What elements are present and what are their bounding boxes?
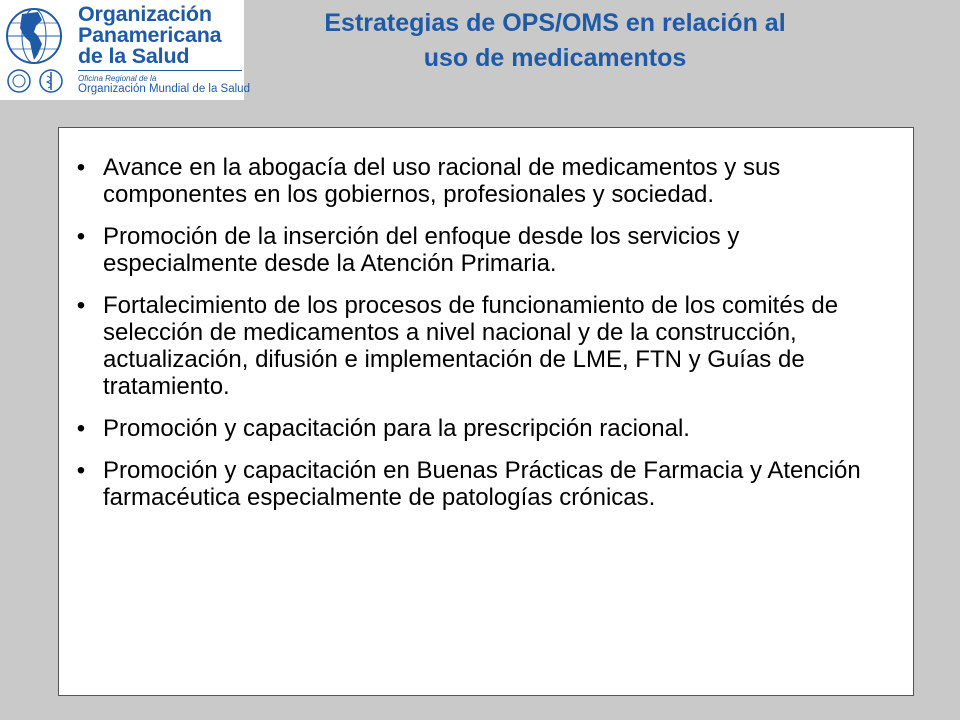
who-name-text: Organización Mundial de la Salud (78, 83, 250, 95)
bullet-icon: • (76, 154, 86, 181)
org-name-line3: de la Salud (78, 44, 190, 68)
who-emblems-icon (6, 68, 70, 94)
bullet-text: Avance en la abogacía del uso racional de medicamentos y sus componentes en los gobiernos, profesionales y sociedad. (103, 154, 781, 208)
globe-icon (4, 6, 64, 66)
bullet-item (59, 223, 913, 277)
logo-divider (78, 70, 242, 71)
bullet-text: Promoción de la inserción del enfoque desde los servicios y especialmente desde la Atención Primaria. (103, 223, 740, 277)
bullet-item (59, 457, 913, 511)
slide-title (250, 6, 860, 76)
org-name-line2: Panamericana (78, 23, 222, 47)
bullet-text: Promoción y capacitación para la prescripción racional. (103, 415, 690, 442)
regional-office-text: Oficina Regional de la (78, 74, 157, 83)
bullet-text: Fortalecimiento de los procesos de funcionamiento de los comités de selección de medicamentos a nivel nacional y de la construcción, actualización, difusión e implementación de LME, FTN y Guías de tratamiento. (103, 292, 839, 400)
bullet-icon: • (76, 457, 86, 484)
bullet-icon: • (76, 415, 86, 442)
bullet-item (59, 415, 913, 442)
bullet-text: Promoción y capacitación en Buenas Prácticas de Farmacia y Atención farmacéutica especialmente de patologías crónicas. (103, 457, 861, 511)
organization-name (78, 4, 244, 67)
bullet-icon: • (76, 223, 86, 250)
bullet-item (59, 292, 913, 400)
bullet-list (59, 154, 913, 526)
organization-logo (0, 0, 250, 100)
slide-title-line1: Estrategias de OPS/OMS en relación al (324, 9, 786, 37)
slide-title-line2: uso de medicamentos (423, 44, 687, 72)
org-name-line1: Organización (78, 2, 212, 26)
content-panel (58, 127, 914, 696)
bullet-icon: • (76, 292, 86, 319)
bullet-item (59, 154, 913, 208)
